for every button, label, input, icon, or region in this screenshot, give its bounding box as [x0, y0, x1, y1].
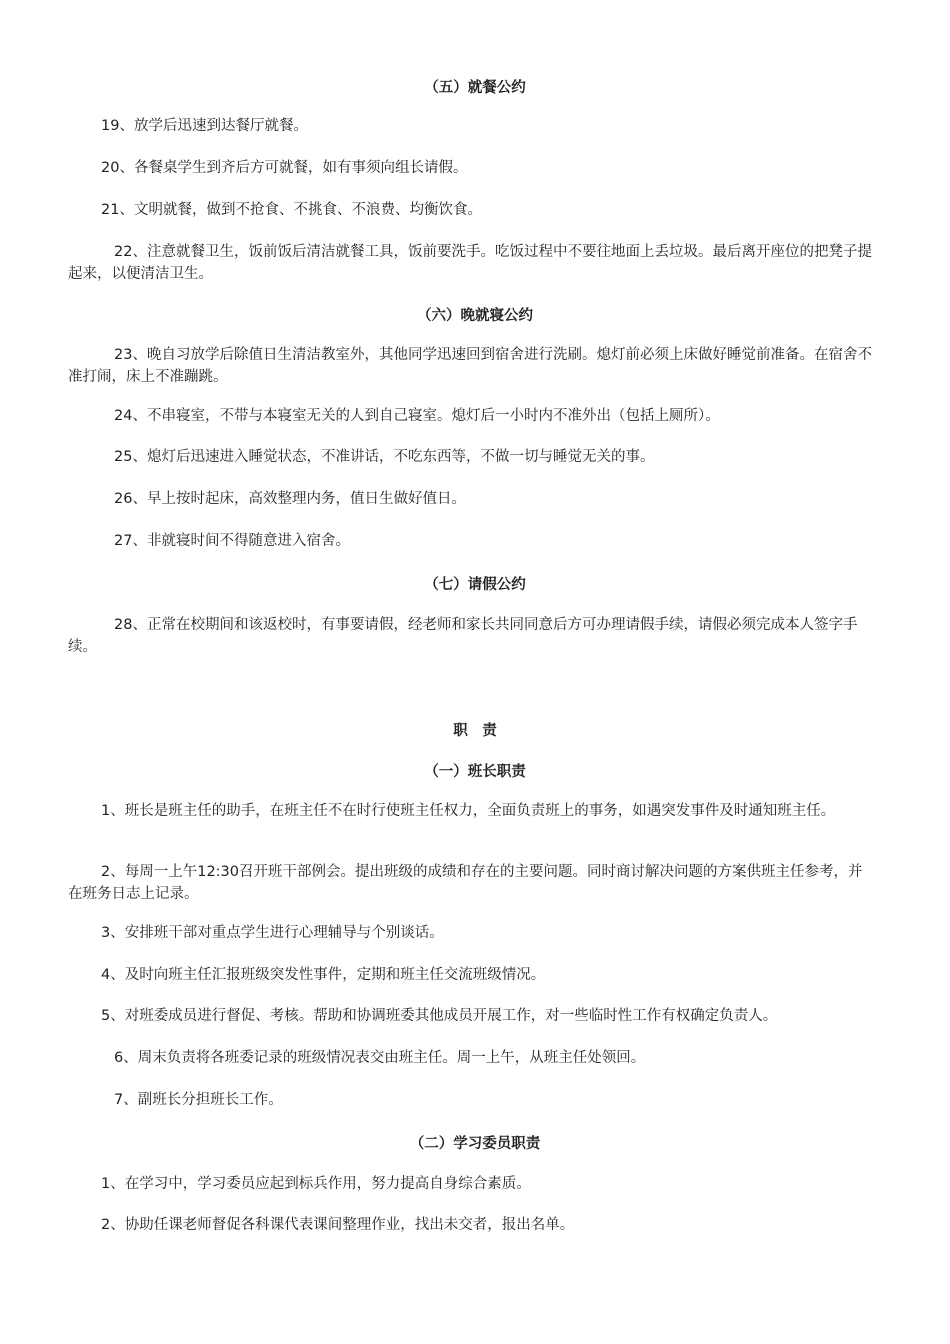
duties-heading: 职 责 — [453, 723, 497, 739]
monitor-duty-2: 2、每周一上午12:30召开班干部例会。提出班级的成绩和存在的主要问题。同时商讨解决问题的方案供班主任参考，并在班务日志上记录。 — [68, 864, 863, 902]
rule-23: 23、晚自习放学后除值日生清洁教室外，其他同学迅速回到宿舍进行洗刷。熄灯前必须上床做好睡觉前准备。在宿舍不准打闹，床上不准蹦跳。 — [68, 347, 872, 385]
section-heading-leave: （七）请假公约 — [424, 577, 526, 593]
rule-28: 28、正常在校期间和该返校时，有事要请假，经老师和家长共同同意后方可办理请假手续，请假必须完成本人签字手续。 — [68, 617, 858, 655]
section-heading-monitor: （一）班长职责 — [424, 764, 526, 780]
monitor-duty-7: 7、副班长分担班长工作。 — [114, 1092, 283, 1108]
study-duty-1: 1、在学习中，学习委员应起到标兵作用，努力提高自身综合素质。 — [101, 1176, 531, 1192]
monitor-duty-1: 1、班长是班主任的助手，在班主任不在时行使班主任权力，全面负责班上的事务，如遇突发事件及时通知班主任。 — [101, 803, 836, 819]
study-duty-2: 2、协助任课老师督促各科课代表课间整理作业，找出未交者，报出名单。 — [101, 1217, 575, 1233]
rule-26: 26、早上按时起床，高效整理内务，值日生做好值日。 — [114, 491, 466, 507]
monitor-duty-5: 5、对班委成员进行督促、考核。帮助和协调班委其他成员开展工作，对一些临时性工作有权确定负责人。 — [101, 1008, 778, 1024]
section-heading-dining: （五）就餐公约 — [424, 80, 526, 96]
monitor-duty-4: 4、及时向班主任汇报班级突发性事件，定期和班主任交流班级情况。 — [101, 967, 546, 983]
rule-20: 20、各餐桌学生到齐后方可就餐，如有事须向组长请假。 — [101, 160, 468, 176]
rule-27: 27、非就寝时间不得随意进入宿舍。 — [114, 533, 350, 549]
monitor-duty-3: 3、安排班干部对重点学生进行心理辅导与个别谈话。 — [101, 925, 444, 941]
rule-24: 24、不串寝室，不带与本寝室无关的人到自己寝室。熄灯后一小时内不准外出（包括上厕所）。 — [114, 408, 720, 424]
rule-21: 21、文明就餐，做到不抢食、不挑食、不浪费、均衡饮食。 — [101, 202, 482, 218]
rule-25: 25、熄灯后迅速进入睡觉状态，不准讲话，不吃东西等，不做一切与睡觉无关的事。 — [114, 449, 655, 465]
section-heading-bedtime: （六）晚就寝公约 — [417, 308, 533, 324]
monitor-duty-6: 6、周末负责将各班委记录的班级情况表交由班主任。周一上午，从班主任处领回。 — [114, 1050, 646, 1066]
rule-22: 22、注意就餐卫生，饭前饭后清洁就餐工具，饭前要洗手。吃饭过程中不要往地面上丢垃圾。最后离开座位的把凳子提起来，以便清洁卫生。 — [68, 244, 872, 282]
section-heading-study: （二）学习委员职责 — [409, 1136, 541, 1152]
rule-19: 19、放学后迅速到达餐厅就餐。 — [101, 118, 308, 134]
